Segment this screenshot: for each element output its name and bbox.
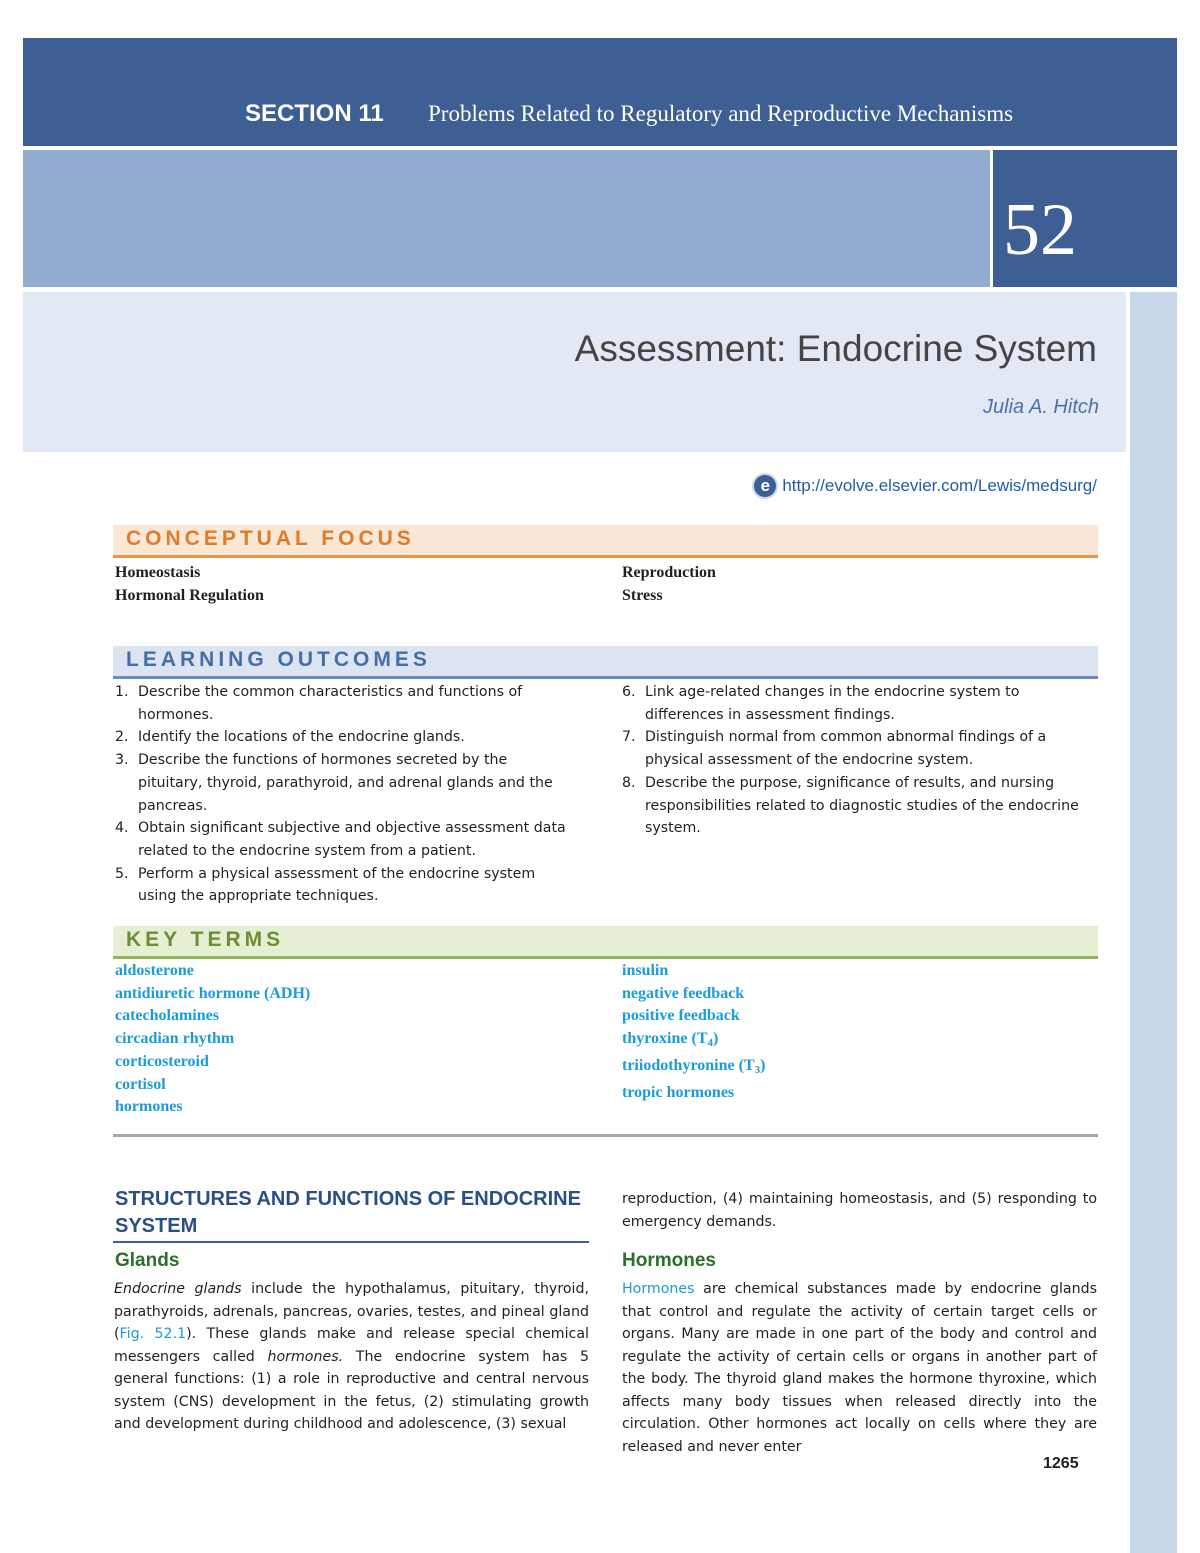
glands-lead-term: Endocrine glands	[114, 1281, 242, 1297]
list-item	[622, 772, 1082, 840]
focus-item: Homeostasis	[115, 564, 201, 581]
paragraph-text: include the hypothalamus, pituitary, thyroid, parathyroids, adrenals, pancreas, ovaries, testes, and pineal gland (	[114, 1281, 589, 1342]
focus-item: Hormonal Regulation	[115, 587, 264, 604]
item-number: 2.	[115, 729, 129, 746]
key-term-link[interactable]: circadian rhythm	[115, 1030, 235, 1048]
list-item	[115, 726, 575, 749]
key-term-link[interactable]: insulin	[622, 962, 669, 979]
list-item	[115, 863, 575, 908]
section-title: Problems Related to Regulatory and Reproductive Mechanisms	[428, 101, 1014, 126]
heading-rule	[113, 1241, 589, 1243]
section-divider	[113, 1134, 1098, 1137]
list-item	[622, 726, 1082, 771]
evolve-e-icon: e	[754, 475, 776, 497]
glands-heading: Glands	[115, 1250, 180, 1271]
conceptual-focus-heading: CONCEPTUAL FOCUS	[126, 527, 415, 550]
item-text: Describe the purpose, significance of results, and nursing responsibilities related to diagnostic studies of the endocrine system.	[645, 774, 1079, 837]
hormones-paragraph	[622, 1278, 1097, 1458]
paragraph-text: The endocrine system has 5 general functions: (1) a role in reproductive and central nervous system (CNS) development in the fetus, (2) stimulating growth and development during childhood and adolescence, (3) sexual	[114, 1348, 589, 1432]
term-text: thyroxine (T	[622, 1030, 708, 1048]
list-item	[622, 681, 1082, 726]
list-item	[115, 817, 575, 862]
focus-item: Reproduction	[622, 564, 716, 581]
key-term-link[interactable]: aldosterone	[115, 962, 194, 979]
learning-outcomes-left	[115, 681, 575, 908]
item-text: Describe the common characteristics and functions of hormones.	[138, 684, 523, 723]
key-terms-heading: KEY TERMS	[126, 928, 285, 951]
chapter-title: Assessment: Endocrine System	[574, 328, 1097, 369]
key-term-link[interactable]: catecholamines	[115, 1007, 219, 1025]
item-text: Describe the functions of hormones secreted by the pituitary, thyroid, parathyroid, and adrenal glands and the pancreas.	[138, 752, 553, 814]
chapter-number: 52	[1003, 189, 1077, 271]
list-item	[115, 749, 575, 817]
learning-outcomes-heading: LEARNING OUTCOMES	[126, 648, 431, 671]
section-banner	[23, 38, 1177, 146]
hormones-heading: Hormones	[622, 1250, 716, 1271]
section-label: SECTION 11	[245, 100, 384, 127]
chapter-author: Julia A. Hitch	[983, 396, 1099, 418]
paragraph-text: ). These glands make and release special chemical messengers called	[114, 1326, 589, 1365]
key-terms-right	[622, 960, 765, 1104]
italic-term: hormones.	[267, 1348, 344, 1365]
item-number: 3.	[115, 752, 129, 769]
focus-item: Stress	[622, 587, 663, 604]
section-heading: STRUCTURES AND FUNCTIONS OF ENDOCRINE SYSTEM	[115, 1188, 581, 1237]
item-number: 1.	[115, 684, 129, 700]
learning-outcomes-right	[622, 681, 1082, 840]
evolve-link[interactable]: http://evolve.elsevier.com/Lewis/medsurg/	[782, 476, 1097, 495]
item-number: 4.	[115, 820, 129, 837]
paragraph-text: are chemical substances made by endocrine glands that control and regulate the activity of certain target cells or organs. Many are made in one part of the body and control and regulate the activity of certain cells or organs in another part of the body. The thyroid gland makes the hormone thyroxine, which affects many body tissues when released directly into the circulation. Other hormones act locally on cells where they are released and never enter	[622, 1281, 1097, 1455]
term-text-end: )	[760, 1056, 766, 1074]
term-subscript: 3	[754, 1063, 761, 1076]
term-subscript: 4	[707, 1037, 713, 1050]
item-number: 8.	[622, 774, 636, 791]
chapter-banner	[23, 150, 990, 287]
page-number: 1265	[1043, 1455, 1079, 1472]
hormones-term-link[interactable]: Hormones	[622, 1281, 695, 1297]
glands-paragraph	[114, 1278, 589, 1436]
key-term-link[interactable]: positive feedback	[622, 1007, 740, 1025]
figure-link[interactable]: Fig. 52.1	[119, 1326, 187, 1342]
item-number: 6.	[622, 684, 636, 700]
key-term-link[interactable]	[622, 1055, 765, 1082]
item-text: Obtain significant subjective and objective assessment data related to the endocrine system from a patient.	[138, 820, 566, 859]
evolve-resource[interactable]	[754, 475, 1097, 497]
key-term-link[interactable]: tropic hormones	[622, 1083, 735, 1101]
key-term-link[interactable]: hormones	[115, 1098, 183, 1116]
item-text: Distinguish normal from common abnormal findings of a physical assessment of the endocrine system.	[645, 729, 1047, 769]
learning-outcomes-header	[113, 646, 1098, 679]
key-terms-left	[115, 960, 310, 1119]
item-number: 7.	[622, 729, 636, 746]
conceptual-focus-header	[113, 525, 1098, 558]
key-term-link[interactable]: cortisol	[115, 1075, 166, 1093]
page-edge-strip	[1130, 292, 1177, 1553]
key-terms-header	[113, 926, 1098, 959]
item-text: Link age-related changes in the endocrine system to differences in assessment findings.	[645, 684, 1020, 723]
key-term-link[interactable]: antidiuretic hormone (ADH)	[115, 984, 311, 1002]
key-term-link[interactable]: negative feedback	[622, 984, 745, 1002]
key-term-link[interactable]	[622, 1028, 765, 1055]
item-text: Identify the locations of the endocrine glands.	[138, 729, 465, 746]
title-banner	[23, 292, 1126, 452]
term-text-end: )	[712, 1030, 719, 1048]
item-number: 5.	[115, 865, 129, 882]
term-text: triiodothyronine (T	[622, 1056, 755, 1074]
continued-paragraph: reproduction, (4) maintaining homeostasis, and (5) responding to emergency demands.	[622, 1191, 1097, 1230]
list-item	[115, 681, 575, 726]
item-text: Perform a physical assessment of the endocrine system using the appropriate techniques.	[138, 865, 536, 905]
key-term-link[interactable]: corticosteroid	[115, 1052, 209, 1070]
